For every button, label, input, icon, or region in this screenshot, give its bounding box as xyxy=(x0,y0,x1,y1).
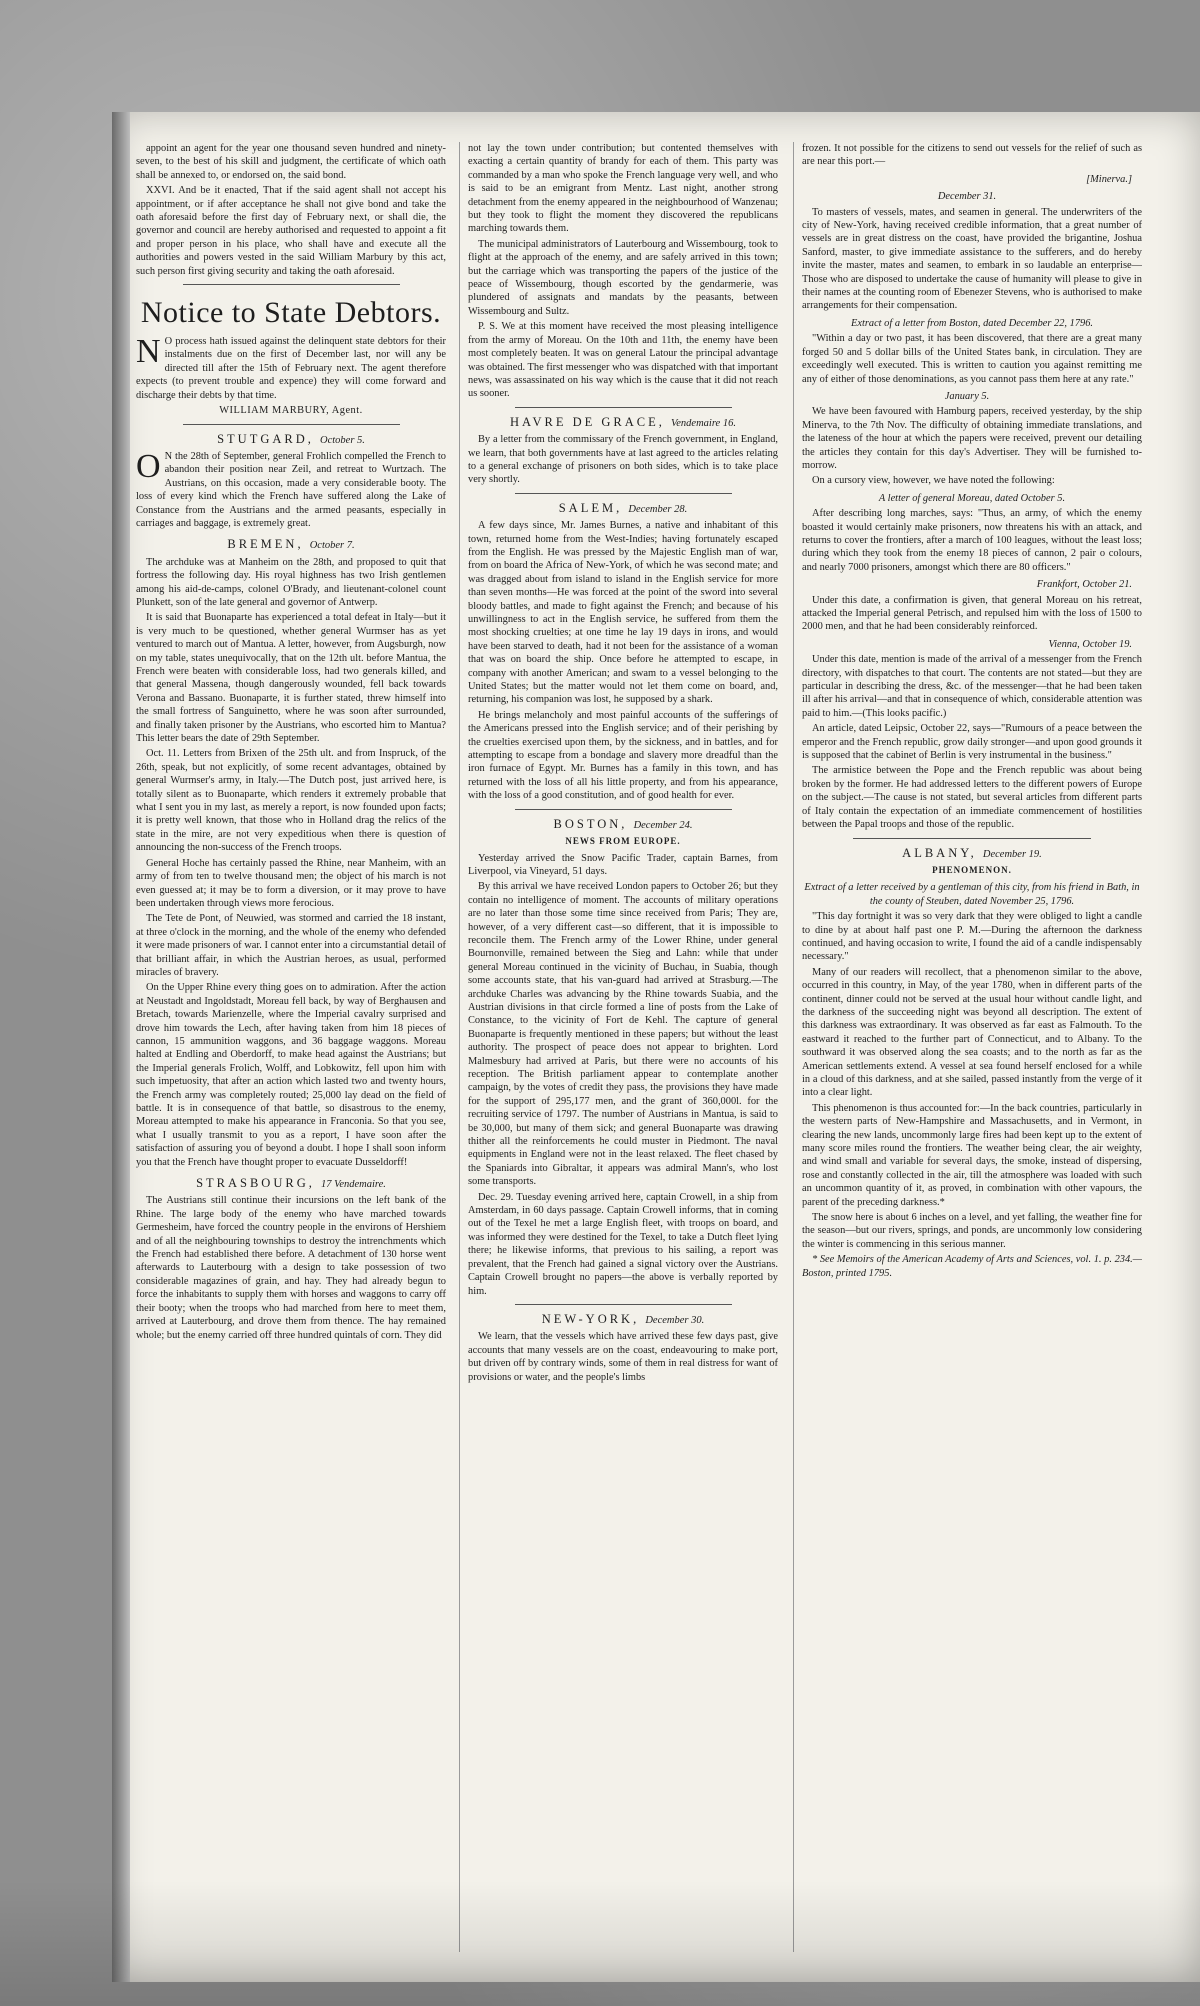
column-rule xyxy=(459,142,460,1952)
paragraph: Many of our readers will recollect, that a phenomenon similar to the above, occurred in this country, in May, of the year 1780, when in different parts of the continent, dinner could not be served at the usual hour without candle light, and the darkness of the succeeding night was beyond all description. The extent of this darkness was extraordinary. It was observed as far east as Falmouth. To the eastward it reached to the further part of Connecticut, and to Albany. To the southward it was observed along the sea coasts; and to the north as far as the American settlements extend. A vessel at sea found herself enclosed for a while in a cloud of this darkness, and at she sailed, passed instantly from the verge of it into a clear light. xyxy=(802,966,1142,1099)
divider xyxy=(183,424,400,425)
paragraph: Yesterday arrived the Snow Pacific Trader, captain Barnes, from Liverpool, via Vineyard, 51 days. xyxy=(468,852,778,877)
section-subhead: PHENOMENON. xyxy=(932,864,1012,875)
divider xyxy=(183,284,400,285)
dateline-bremen xyxy=(136,538,446,552)
dateline-albany xyxy=(802,847,1142,861)
dateline-place: STRASBOURG, xyxy=(196,1176,315,1191)
paragraph: By this arrival we have received London papers to October 26; but they contain no intelligence of moment. The accounts of military operations are no later than those some time since received from Paris; They are, however, of a very different cast—so different, that it is impossible to reconcile them. The French army of the Lower Rhine, under general Bournonville, remained between the Sieg and Lahn: while that under general Moreau continued in the vicinity of Buchau, in Suabia, though some accounts state, that his van-guard had arrived at Strasburg.—The archduke Charles was advancing by the Rhine towards Suabia, and the Austrian divisions in that circle formed a line of posts from the Lake of Constance, to the vicinity of Fort de Kehl. The capture of general Buonaparte is frequently mentioned in these papers; but without the least authority. The prospect of peace does not appear to brighten. Lord Malmesbury had arrived at Paris, but there were no accounts of his reception. The British parliament appear to contemplate another campaign, by the votes of credit they pass, the provisions they have made for the support of 295,177 men, and the grant of 360,000l. for the recruiting service of 1797. The number of Austrians in Mantua, is said to be 30,000, but many of them sick; and general Buonaparte was drawing thither all the reinforcements he could muster in Piedmont. The naval equipments in England were not in the least relaxed. The fleet chased by the Spaniards into Gibraltar, it appears was admiral Mann's, who lost some transports. xyxy=(468,881,778,1188)
paragraph: The armistice between the Pope and the French republic was about being broken by the former. He had addressed letters to the different powers of Europe on the subject.—The cause is not stated, but several articles from different parts of Italy contain the expectation of an immediate commencement of hostilities between the Papal troops and those of the republic. xyxy=(802,765,1142,831)
extract-heading: A letter of general Moreau, dated October 5. xyxy=(878,492,1066,504)
extract-heading: Extract of a letter received by a gentleman of this city, from his friend in Bath, in the county of Steuben, dated November 25, 1796. xyxy=(804,882,1140,907)
paragraph: Under this date, a confirmation is given, that general Moreau on his retreat, attacked the Imperial general Petrisch, and repulsed him with the loss of 1500 to 2000 men, and that he had been considerably reinforced. xyxy=(802,594,1142,633)
dateline-newyork xyxy=(468,1313,778,1327)
dateline-place: BOSTON, xyxy=(553,816,628,831)
source-credit: [Minerva.] xyxy=(1086,173,1132,185)
dateline-date: Vienna, October 19. xyxy=(1048,638,1132,650)
paragraph: We learn, that the vessels which have arrived these few days past, give accounts that many vessels are on the coast, endeavouring to make port, but driven off by contrary winds, some of them in real distress for want of provisions or water, and the people's limbs xyxy=(468,1331,778,1383)
dateline-date: 17 Vendemaire. xyxy=(320,1179,386,1191)
paragraph: Under this date, mention is made of the arrival of a messenger from the French directory, with dispatches to that court. The contents are not stated—but they are particular in describing the dress, &c. of the messenger—that he had been taken ill after his arrival—and that in consequence of which, considerable attention was paid to him.—(This looks pacific.) xyxy=(802,654,1142,719)
paragraph: appoint an agent for the year one thousand seven hundred and ninety-seven, to the best of his skill and judgment, the certificate of which oath shall be annexed to, or endorsed on, the said bond. xyxy=(136,143,446,181)
dateline-havre xyxy=(468,416,778,430)
dateline-place: NEW-YORK, xyxy=(541,1311,640,1326)
extract-heading: Extract of a letter from Boston, dated December 22, 1796. xyxy=(850,317,1094,329)
paragraph: The municipal administrators of Lauterbourg and Wissembourg, took to flight at the approach of the enemy, and are safely arrived in this town; but the carriage which was transporting the papers of the justice of the peace of Wissembourg, though escorted by the gendarmerie, was plundered of assignats and mandats by the peasants, between Wissembourg and Sultz. xyxy=(468,238,778,317)
paragraph: P. S. We at this moment have received the most pleasing intelligence from the army of Moreau. On the 10th and 11th, the enemy have been most completely beaten. It was on general Latour the principal advantage was obtained. The first messenger who was dispatched with that important news, was assassinated on his way which is the cause that it did not reach us sooner. xyxy=(468,321,778,400)
paragraph: XXVI. And be it enacted, That if the said agent shall not accept his appointment, or if after acceptance he shall not give bond and take the oath aforesaid before the first day of February next, or shall die, the governor and council are hereby authorised and requested to appoint a fit and proper person in his place, who shall have and execute all the authorities and powers vested in the said William Marbury by this act, such person first giving security and taking the oath aforesaid. xyxy=(136,185,446,277)
dateline-place: HAVRE DE GRACE, xyxy=(510,414,665,429)
paragraph: "Within a day or two past, it has been discovered, that there are a great many forged 50 and 5 dollar bills of the United States bank, in circulation. They are exceedingly well executed. This is written to caution you against remitting me any of either of those denominations, as you cannot pass them here at any rate." xyxy=(802,333,1142,385)
dateline-place: SALEM, xyxy=(558,500,623,515)
section-subhead: NEWS FROM EUROPE. xyxy=(565,836,681,847)
paragraph: Dec. 29. Tuesday evening arrived here, captain Crowell, in a ship from Amsterdam, in 60 days passage. Captain Crowell informs, that in coming out of the Texel he met a large English fleet, with troops on board, and was informed they were destined for the Texel, to take a Dutch fleet lying there; he likewise informs, that previous to his sailing, a report was prevalent, that the French had gained a signal victory over the Austrians. Captain Crowell brought no papers—the above is verbally reported by him. xyxy=(468,1191,778,1297)
paragraph: General Hoche has certainly passed the Rhine, near Manheim, with an army of from ten to twelve thousand men; the object of his march is not even guessed at; it may be to form a diversion, or it may prove to have been undertaken through views more ferocious. xyxy=(136,857,446,909)
drop-cap: N xyxy=(136,333,161,371)
dateline-stutgard xyxy=(136,433,446,447)
dateline-date: October 7. xyxy=(309,540,355,552)
paragraph: Oct. 11. Letters from Brixen of the 25th ult. and from Inspruck, of the 26th, speak, but not explicitly, of some recent advantages, obtained by general Wurmser's army, in Italy.—The Dutch post, just arrived here, is totally silent as to Buonaparte, which renders it extremely probable that what I sent you in my last, as merely a report, is now founded upon facts; it is pretty well known, that those who in Holland drag the relics of the state in the mire, are not very expeditious when there is question of announcing the non-success of the French troops. xyxy=(136,748,446,854)
paragraph: frozen. It not possible for the citizens to send out vessels for the relief of such as are near this port.— xyxy=(802,143,1142,168)
dateline-boston xyxy=(468,818,778,832)
footnote: * See Memoirs of the American Academy of Arts and Sciences, vol. 1. p. 234.—Boston, printed 1795. xyxy=(802,1254,1142,1279)
notice-paragraph xyxy=(136,335,446,402)
paragraph: We have been favoured with Hamburg papers, received yesterday, by the ship Minerva, to the 7th Nov. The difficulty of obtaining immediate translations, and the lateness of the hour at which the papers were received, prevent our detailing the articles they contain for this day's Advertiser. They will be furnished to-morrow. xyxy=(802,406,1142,471)
paragraph: "This day fortnight it was so very dark that they were obliged to light a candle to dine by at about half past one P. M.—During the afternoon the darkness continued, and having occasion to write, I found the aid of a candle indispensably necessary." xyxy=(802,911,1142,963)
paragraph: To masters of vessels, mates, and seamen in general. The underwriters of the city of New-York, having received credible information, that a great number of vessels are in great distress on the coast, have provided the brigantine, Joshua Sanford, master, to give immediate assistance to the sufferers, and do hereby invite the master, mates and seamen, to embark in so laudable an enterprise—Those who are disposed to undertake the cause of humanity will please to give in their names at the counting room of Ebenezer Stevens, who is authorised to make arrangements for their compensation. xyxy=(802,206,1142,312)
paragraph: By a letter from the commissary of the French government, in England, we learn, that both governments have at last agreed to the articles relating to a general exchange of prisoners on both sides, which is to take place very shortly. xyxy=(468,434,778,486)
notice-signature: WILLIAM MARBURY, Agent. xyxy=(219,405,363,417)
dateline-date: December 19. xyxy=(982,848,1042,860)
dateline-date: Vendemaire 16. xyxy=(671,417,736,429)
paragraph: On the Upper Rhine every thing goes on to admiration. After the action at Neustadt and Ingoldstadt, Moreau fell back, by way of Berghausen and Bretach, towards Marienzelle, where the Imperial cavalry surprised and drove him towards the Lech, after having taken from him 18 pieces of cannon, 15 ammunition waggons, and 36 baggage waggons. Moreau halted at Endling and Oberdorff, to make head against the Austrians; but the Imperial generals Frolich, Wolff, and Lobkowitz, fell upon him with such impetuosity, that after an action which lasted two and twenty hours, the French army was completely routed; 25,000 lay dead on the field of battle. It is in consequence of that battle, so disastrous to the enemy, Moreau attempted to make his appearance in Franconia. So that you see, what I usually transmit to you as a report, I have soon after the satisfaction of assuring you of beyond a doubt. I hope I shall soon inform you that the French have thought proper to evacuate Dusseldorff! xyxy=(136,982,446,1168)
notice-title: Notice to State Debtors. xyxy=(140,296,442,330)
stutgard-text: N the 28th of September, general Frohlich compelled the French to abandon their position near Zeil, and retreat to Wurtzach. The Austrians, on this occasion, made a very considerable booty. The loss of every kind which the French have suffered along the Lake of Constance from the Austrians and the armed peasants, especially in carriages and baggage, is extremely great. xyxy=(136,450,446,529)
paragraph: The Austrians still continue their incursions on the left bank of the Rhine. The large body of the enemy who have marched towards Germesheim, have forced the country people in the environs of Hershiem and of all the neighbouring townships to destroy the intrenchments which the French had established there before. A detachment of 130 horse went afterwards to Lauterbourg with a design to take possession of two considerable magazines of grain, and hay. They had already begun to force the inhabitants to supply them with horses and waggons to carry off their booty; when the troops who had marched from here to meet them, arrived at Lauterbourg, and drove them from thence. The hay remained whole; but the enemy carried off three hundred quintals of corn. They did xyxy=(136,1195,446,1341)
paragraph: This phenomenon is thus accounted for:—In the back countries, particularly in the western parts of New-Hampshire and Massachusetts, and in Vermont, in clearing the new lands, uncommonly large fires had been kept up to the extent of many score miles round the frontiers. The weather being clear, the air weighty, and wind small and variable for several days, the smoke, instead of dispersing, rose and constantly collected in the air, till the atmosphere was loaded with such an uncommon quantity of it, as proved, in combination with other vapours, the parent of the preceding darkness.* xyxy=(802,1102,1142,1208)
newspaper-page xyxy=(112,112,1200,1982)
paragraph: The Tete de Pont, of Neuwied, was stormed and carried the 18 instant, at three o'clock in the morning, and the whole of the enemy who defended it were made prisoners of war. I cannot enter into a circumstantial detail of that brilliant affair, in which the Austrian heroes, as usual, performed miracles of bravery. xyxy=(136,913,446,978)
dateline-salem xyxy=(468,502,778,516)
divider xyxy=(515,407,732,408)
divider xyxy=(515,493,732,494)
dateline-date: December 30. xyxy=(645,1314,705,1326)
column-rule xyxy=(793,142,794,1952)
dateline-strasbourg xyxy=(136,1177,446,1191)
notice-text: O process hath issued against the delinquent state debtors for their instalments due on the first of December last, nor will any be directed till after the 15th of February next. The agent therefore expects (to prevent trouble and expence) they will come forward and discharge their debts by that time. xyxy=(136,336,446,401)
scan-shadow xyxy=(0,1880,1200,2006)
paragraph: He brings melancholy and most painful accounts of the sufferings of the Americans pressed into the English service; and of their perishing by the cruelties exercised upon them, by the sickness, and in battles, and for attempting to escape from a bondage and slavery more dreadful than the iron furnace of Egypt. Mr. Burnes has a family in this town, and has returned with the loss of all his little property, and from his appearance, with the loss of a good constitution, and of good health for ever. xyxy=(468,709,778,802)
column-middle xyxy=(468,142,778,1952)
paragraph: A few days since, Mr. James Burnes, a native and inhabitant of this town, returned home from the West-Indies; having fortunately escaped from the English. He was pressed by the Majestic English man of war, from on board the Africa of New-York, of which he was second mate; and was dragged about from island to island in the English service for more than seven months—He was forced at the point of the sword into several bloody battles, and made to fight against the French; and because of his unwillingness to act in the English service, he suffered from them the most shocking cruelties; at one time he lay 19 days in irons, and would have been starved to death, had it not been for the assistance of a woman that was on board the ship. Once before he attempted to escape, in company with another American; and swam to a vessel belonging to the United States; but the matter would not let them come on board, and, returning, his companion was lost, he supposed by a shark. xyxy=(468,520,778,706)
dateline-date: October 5. xyxy=(320,434,365,446)
column-right xyxy=(802,142,1142,1952)
dateline-date: December 31. xyxy=(937,191,997,203)
divider xyxy=(515,809,732,810)
dateline-date: December 24. xyxy=(633,819,693,831)
paragraph: not lay the town under contribution; but contented themselves with exacting a certain quantity of brandy for each of them. This party was commanded by a man who spoke the French language very well, and who is said to be an emigrant from Mentz. Last night, another strong detachment from the enemy appeared in the neighbourhood of Wanzenau; but they took to flight the moment they discovered the republicans marching towards them. xyxy=(468,143,778,235)
paragraph xyxy=(136,447,446,530)
paragraph: The archduke was at Manheim on the 28th, and proposed to quit that fortress the following day. His royal highness has two Irish gentlemen among his aid-de-camps, colonel O'Brady, and lieutenant-colonel count Plunkett, son of the late general and governor of Antwerp. xyxy=(136,556,446,608)
column-left xyxy=(136,142,446,1952)
divider xyxy=(853,838,1091,839)
dateline-place: ALBANY, xyxy=(902,845,977,860)
dateline-place: BREMEN, xyxy=(227,537,304,552)
paragraph: The snow here is about 6 inches on a level, and yet falling, the weather fine for the season—but our rivers, springs, and ponds, are uncommonly low considering the winter is commencing in this serious manner. xyxy=(802,1212,1142,1250)
paragraph: On a cursory view, however, we have noted the following: xyxy=(812,475,1055,487)
paragraph: An article, dated Leipsic, October 22, says—"Rumours of a peace between the emperor and the French republic, grow daily stronger—and upon good grounds it is supposed that the cabinet of Berlin is very instrumental in the business." xyxy=(802,723,1142,762)
paragraph: It is said that Buonaparte has experienced a total defeat in Italy—but it is very much to be questioned, whether general Wurmser has as yet ventured to march out of Mantua. A letter, however, from Augsburgh, now on my table, states unequivocally, that on the 12th ult. before Mantua, the French were beaten with considerable loss, had two generals killed, and that general Massena, though dangerously wounded, fell back towards Verona and Bassano. Buonaparte, it is further stated, threw himself into the small fortress of Sanguinetto, where he was soon after surrounded, and finally taken prisoner by the Austrians, who escorted him to Mantua? This letter bears the date of 29th September. xyxy=(136,612,446,745)
paragraph: After describing long marches, says: "Thus, an army, of which the enemy boasted it would certainly make prisoners, now threatens his with an attack, and returns to cover the frontiers, after a march of 100 leagues, without the least loss; during which they took from the enemy 18 pieces of cannon, 2 pair o colours, and nearly 7000 prisoners, amongst which there are 80 officers." xyxy=(802,508,1142,573)
dateline-place: STUTGARD, xyxy=(217,431,314,446)
dateline-date: December 28. xyxy=(628,503,688,515)
drop-cap: O xyxy=(136,447,161,485)
divider xyxy=(515,1304,732,1305)
dateline-date: January 5. xyxy=(944,390,990,402)
dateline-date: Frankfort, October 21. xyxy=(1036,579,1132,591)
